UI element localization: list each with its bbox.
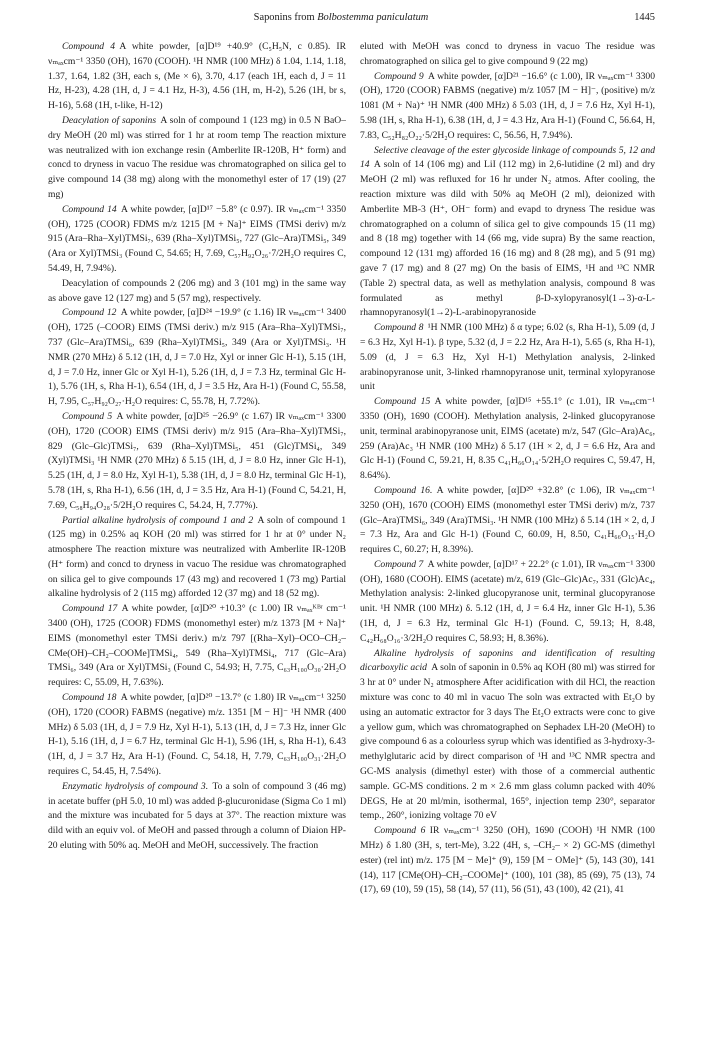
right-column [360,40,655,1048]
paragraph-heading: Compound 7 [374,558,424,570]
paragraph-compound-15 [360,395,655,484]
paragraph-compound-14 [48,203,346,277]
paragraph-selective-cleavage [360,144,655,322]
paragraph-body: eluted with MeOH was concd to dryness in vacuo The residue was chromatographed on silica gel to give compound 9 (22 mg) [360,41,655,67]
paragraph-compound-5 [48,410,346,514]
paragraph-body: A white powder, [α]D¹⁵ +55.1° (c 1.01), IR νₘₐₓcm⁻¹ 3350 (OH), 1690 (COOH). Methylation analysis, 2-linked glucopyranose unit, terminal arabinopyranose unit, EIMS (acetate) m/z, 547 (Glc–Ara)Ac₆, 259 (Ara)Ac₃ ¹H NMR (100 MHz) δ 5.17 (1H × 2, d, J = 6.6 Hz, Ara and Glc H-1) (Found C, 59.21, H, 8.35 C₄₁H₆₆O₁₄·5/2H₂O requires C, 59.47, H, 8.64%). [360,396,655,482]
paragraph-compound-12 [48,306,346,410]
paragraph-enzymatic-hydrolysis [48,780,346,854]
running-title [48,10,634,26]
paragraph-heading: Compound 5 [62,410,113,422]
paragraph-heading: Compound 6 [374,825,426,837]
paragraph-body: A white powder, [α]D²⁴ −19.9° (c 1.16) IR νₘₐₓcm⁻¹ 3400 (OH), 1725 (–COOR) EIMS (TMSi deriv.) m/z 915 (Ara–Rha–Xyl)TMSi₇, 737 (Glc–Ara)TMSi₆, 639 (Rha–Xyl)TMSi₅, 349 (Ara or Xyl)TMSi₃. ¹H NMR (270 MHz) δ 5.12 (1H, d, J = 7.0 Hz, Xyl or inner Glc H-1), 5.15 (1H, d, J = 7.0 Hz, inner Glc or Xyl H-1), 5.26 (1H, d, J = 7.3 Hz, terminal Glc H-1), 5.76 (1H, s, Rha H-1), 6.54 (1H, d, J = 3.5 Hz, Ara H-1) (Found C, 55.58, H, 7.95, C₅₇H₉₂O₂₇·H₂O requires: C, 55.78, H, 7.72%). [48,307,346,408]
paragraph-heading: Compound 16. [374,484,433,496]
paragraph-partial-alkaline-hydrolysis [48,514,346,603]
paragraph-body: ¹H NMR (100 MHz) δ α type; 6.02 (s, Rha H-1), 5.09 (d, J = 6.3 Hz, Xyl H-1). β type, 5.32 (d, J = 2.2 Hz, Ara H-1), 5.65 (s, Rha H-1), 5.09 (d, J = 6.3 Hz, Xyl H-1) Methylation analysis, 2-linked arabinopyranose unit, 3-linked rhamnopyranose unit, terminal xylopyranose unit [360,322,655,393]
paragraph-body: A soln of saponin in 0.5% aq KOH (80 ml) was stirred for 3 hr at 0° under N₂ atmosphere After acidification with dil HCl, the reaction mixture was conc to 40 ml in vacuo The soln was extracted with Et₂O by using an automatic extractor for 3 days The Et₂O extracts were conc to give a yellow gum, which was chromatographed on Sephadex LH-20 (MeOH) to give compound 6 as a colourless syrup which was identified as 3-hydroxy-3-methylglutaric acid by direct comparison of ¹H and ¹³C NMR spectra and GC-MS analysis (dimethyl ester) with those of a commercial authentic sample. GC-MS conditions. 2 m × 2.6 mm glass column packed with 40% DEGS, He at 20 ml/min, isothermal, 165°, injection temp 230°, separator temp., 260°, ionizing voltage 70 eV [360,662,655,822]
paragraph-continuation [360,40,655,70]
paragraph-heading: Compound 15 [374,396,431,408]
paragraph-body: A soln of 14 (106 mg) and LiI (112 mg) in 2,6-lutidine (2 ml) and dry MeOH (2 ml) was refluxed for 16 hr under N₂ atmos. After cooling, the reaction mixture was dild with 50% aq MeOH (2 ml), deionized with Amberlite MB-3 (H⁺, OH⁻ form) and evapd to dryness The residue was chromatographed on a column of silica gel to give compounds 15 (11 mg) and 8 (18 mg) together with 14 (66 mg, vide supra) By the same reaction, compound 12 (131 mg) afforded 16 (16 mg) and 8 (28 mg), and 5 (91 mg) gave 7 (17 mg) and 8 (27 mg) On the basis of EIMS, ¹H and ¹³C NMR (Table 2) spectral data, as well as methylation analysis, compound 8 was formulated as methyl β-D-xylopyranosyl(1→3)-α-L-rhamnopyranosyl(1→2)-L-arabinopyranoside [360,159,655,319]
paragraph-heading: Enzymatic hydrolysis of compound 3. [62,780,209,792]
paragraph-body: A soln of compound 1 (125 mg) in 0.25% aq KOH (20 ml) was stirred for 1 hr at 0° under N₂ atmosphere The reaction mixture was neutralized with Amberlite IR-120B (H⁺ form) and concd to dryness in vacuo The residue was chromatographed on silica gel to give compounds 17 (43 mg) and recovered 1 (73 mg) Partial alkaline hydrolysis of 2 (115 mg) afforded 12 (37 mg) and 18 (52 mg). [48,514,346,600]
paragraph-body: A white powder, [α]D¹⁷ + 22.2° (c 1.01), IR νₘₐₓcm⁻¹ 3300 (OH), 1680 (COOH). EIMS (acetate) m/z, 619 (Glc–Glc)Ac₇, 331 (Glc)Ac₄, Methylation analysis: 2-linked glucopyranose unit, terminal glucopyranose unit. ¹H NMR (100 MHz) δ. 5.12 (1H, d, J = 6.4 Hz, inner Glc H-1), 5.36 (1H, d, J = 6.3 Hz, terminal Glc H-1) (Found. C, 59.13; H, 8.48, C₄₂H₆₈O₁₆·3/2H₂O requires C, 58.93; H, 8.36%). [360,558,655,644]
paragraph-body: A white powder, [α]D²¹ −16.6° (c 1.00), IR νₘₐₓcm⁻¹ 3300 (OH), 1720 (COOR) FABMS (negative) m/z 1057 [M − H]⁻, (positive) m/z 1081 (M + Na)⁺ ¹H NMR (400 MHz) δ 5.03 (1H, d, J = 7.6 Hz, Xyl H-1), 5.98 (1H, s, Rha H-1), 6.38 (1H, d, J = 4.3 Hz, Ara H-1) (Found C, 56.64, H, 7.83, C₅₂H₈₂O₂₂·5/2H₂O requires: C, 56.56, H, 7.94%). [360,70,655,141]
running-title-species: Bolbostemma paniculatum [317,12,429,23]
paragraph-heading: Compound 9 [374,70,424,82]
paragraph-compound-16 [360,484,655,558]
paragraph-heading: Compound 14 [62,203,117,215]
paragraph-body: A white powder, [α]D¹⁹ +40.9° (C₅H₅N, c 0.85). IR νₘₐₓcm⁻¹ 3350 (OH), 1670 (COOH). ¹H NMR (100 MHz) δ 1.04, 1.14, 1.18, 1.37, 1.64, 1.82 (3H, each s, (Me × 6), 3.70, 4.17 (each 1H, each d, J = 11 Hz, H-23), 4.28 (1H, d, J = 4.1 Hz, H-3), 4.56 (1H, m, H-2), 5.26 (1H, br s, H-16), 5.68 (1H, t-like, H-12) [48,41,346,112]
paragraph-compound-6 [360,824,655,898]
paragraph-body: Deacylation of compounds 2 (206 mg) and 3 (101 mg) in the same way as above gave 12 (127 mg) and 5 (57 mg), respectively. [48,277,346,304]
paragraph-compound-9 [360,70,655,144]
paragraph-heading: Alkaline hydrolysis of saponins and identification of resulting dicarboxylic acid [360,647,655,674]
paragraph-compound-7 [360,558,655,647]
paragraph-heading: Compound 4 [62,41,116,52]
paragraph-body: To a soln of compound 3 (46 mg) in acetate buffer (pH 5.0, 10 ml) was added β-glucuronidase (Sigma Co 1 ml) and the mixture was incubated for 5 days at 37°. The reaction mixture was dild with an equiv vol. of MeOH and passed through a column of Diaion HP-20 eluting with 50% aq. MeOH and MeOH, successively. The fraction [48,780,346,852]
paragraph-body: A white powder, [α]D²⁰ +32.8° (c 1.06), IR νₘₐₓcm⁻¹ 3250 (OH), 1670 (COOH) EIMS (monomethyl ester TMSi deriv) m/z, 737 (Glc–Ara)TMSi₆, 349 (Ara)TMSi₃. ¹H NMR (100 MHz) δ 5.14 (1H × 2, d, J = 7.3 Hz, Ara and Glc H-1) (Found C, 60.09, H, 8.50, C₄₁H₆₆O₁₅·H₂O requires C, 60.27; H, 8.39%). [360,484,655,556]
paragraph-heading: Compound 18 [62,692,117,704]
paragraph-body: A white powder, [α]D²⁰ +10.3° (c 1.00) IR νₘₐₓᴷᴮʳ cm⁻¹ 3400 (OH), 1725 (COOR) FDMS (monomethyl ester) m/z 1373 [M + Na]⁺ EIMS (monomethyl ester TMSi deriv.) m/z 797 [(Rha–Xyl)–OCO–CH₂–CMe(OH)–CH₂–COOMe]TMSi₄, 549 (Rha–Xyl)TMSi₄, 717 (Glc–Ara) TMSi₆, 349 (Ara or Xyl)TMSi₃ (Found C, 54.93; H, 7.75, C₆₃H₁₀₀O₃₀·2H₂O requires: C, 55.09, H, 7.63%). [48,603,346,689]
paragraph-body: A soln of compound 1 (123 mg) in 0.5 N BaO–dry MeOH (20 ml) was stirred for 1 hr at room temp The reaction mixture was neutralized with ion exchange resin (Amberlite IR-120B, H⁺ form) and concd to dryness in vacuo The residue was chromatographed on silica gel to give compound 14 (38 mg) along with the monomethyl ester of 17 (19) (27 mg) [48,114,346,200]
paragraph-heading: Compound 12 [62,307,117,319]
paragraph-compound-18 [48,691,346,780]
paragraph-body: A white powder, [α]D²⁵ −26.9° (c 1.67) IR νₘₐₓcm⁻¹ 3300 (OH), 1720 (COOR) EIMS (TMSi deriv) m/z 915 (Ara–Rha–Xyl)TMSi₇, 829 (Glc–Glc)TMSi₇, 639 (Rha–Xyl)TMSi₅, 451 (Glc)TMSi₄, 349 (Xyl)TMSi₃ ¹H NMR (270 MHz) δ 5.15 (1H, d, J = 8.0 Hz, inner Glc H-1), 5.25 (1H, d, J = 8.0 Hz, Xyl H-1), 5.38 (1H, d, J = 8.0 Hz, terminal Glc H-1), 5.78 (1H, s, Rha H-1), 6.56 (1H, d, J = 3.5 Hz, Ara H-1) (Found C, 54.21, H, 7.69, C₅₈H₉₄O₂₈·5/2H₂O requires C, 54.24, H, 7.77%). [48,410,346,511]
paragraph-compound-17 [48,602,346,691]
paragraph-compound-8 [360,321,655,395]
paragraph-alkaline-hydrolysis [360,647,655,825]
left-column [48,40,346,1048]
paragraph-heading: Compound 8 [374,322,424,334]
paragraph-body: A white powder, [α]D¹⁷ −5.8° (c 0.97). IR νₘₐₓcm⁻¹ 3350 (OH), 1725 (COOR) FDMS m/z 1215 [M + Na]⁺ EIMS (TMSi deriv) m/z 915 (Ara–Rha–Xyl)TMSi₇, 639 (Rha–Xyl)TMSi₅, 727 (Glc–Ara)TMSi₅, 349 (Ara or Xyl)TMSi₃ (Found C, 54.65; H, 7.69, C₅₇H₉₂O₂₆·7/2H₂O requires C, 54.49, H, 7.94%). [48,203,346,274]
paragraph-heading: Deacylation of saponins [62,114,157,126]
paragraph-body: A white powder, [α]D²⁰ −13.7° (c 1.80) IR νₘₐₓcm⁻¹ 3250 (OH), 1720 (COOR) FABMS (negative) m/z. 1351 [M − H]⁻ ¹H NMR (400 MHz) δ 5.03 (1H, d, J = 7.9 Hz, Xyl H-1), 5.13 (1H, d, J = 7.3 Hz, inner Glc H-1), 5.16 (1H, d, J = 6.7 Hz, terminal Glc H-1), 5.96 (1H, s, Rha H-1), 6.43 (1H, d, J = 3.7 Hz, Ara H-1) (Found. C, 54.18, H, 7.79, C₆₃H₁₀₀O₃₁·2H₂O requires C, 54.45, H, 7.54%). [48,692,346,778]
paragraph-heading: Compound 17 [62,603,118,615]
paragraph-deacylation-of-saponins [48,114,346,203]
running-title-prefix: Saponins from [253,12,315,23]
page-number: 1445 [634,12,655,23]
paragraph-deacylation-of-compounds [48,277,346,307]
paragraph-body: IR νₘₐₓcm⁻¹ 3250 (OH), 1690 (COOH) ¹H NMR (100 MHz) δ 1.80 (3H, s, tert-Me), 3.22 (4H, s, –CH₂– × 2) GC-MS (dimethyl ester) (rel int) m/z. 175 [M − Me]⁺ (9), 159 [M − OMe]⁺ (5), 143 (30), 141 (14), 117 [CMe(OH)–CH₂–COOMe]⁺ (100), 101 (38), 85 (69), 75 (13), 74 (17), 69 (10), 59 (15), 58 (14), 57 (11), 56 (51), 43 (100), 42 (21), 41 [360,825,655,896]
paragraph-heading: Selective cleavage of the ester glycoside linkage of compounds 5, 12 and 14 [360,144,655,171]
paragraph-compound-4 [48,40,346,114]
running-head [48,10,655,26]
paragraph-heading: Partial alkaline hydrolysis of compound 1 and 2 [62,514,254,526]
